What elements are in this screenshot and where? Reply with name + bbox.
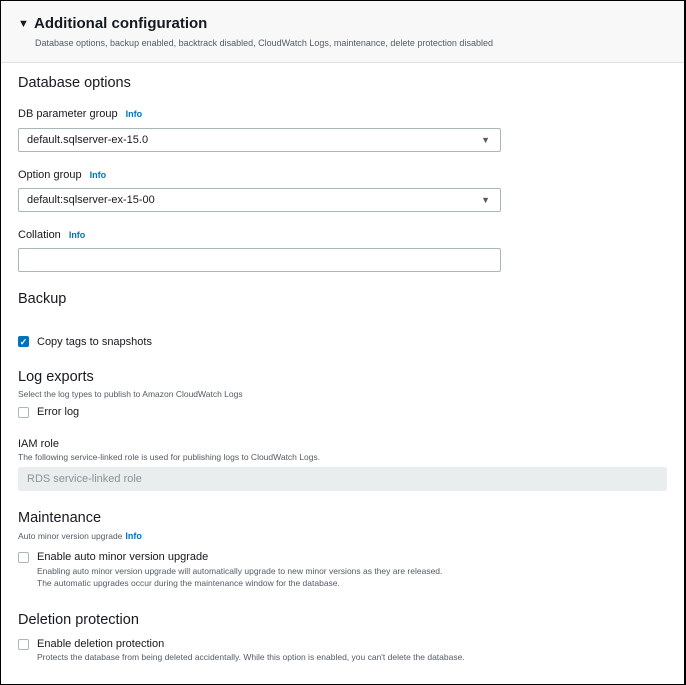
info-link[interactable]: Info — [89, 170, 107, 180]
auto-minor-upgrade-description: Enabling auto minor version upgrade will automatically upgrade to new minor versions as they are released. — [37, 566, 443, 576]
section-summary: Database options, backup enabled, backtrack disabled, CloudWatch Logs, maintenance, delete protection disabled — [35, 38, 493, 48]
info-link[interactable]: Info — [125, 109, 143, 119]
error-log-label[interactable]: Error log — [37, 406, 80, 418]
log-exports-description: Select the log types to publish to Amazon CloudWatch Logs — [18, 389, 243, 399]
backup-heading: Backup — [18, 291, 67, 307]
select-value: default.sqlserver-ex-15.0 — [27, 134, 149, 146]
iam-role-description: The following service-linked role is used for publishing logs to CloudWatch Logs. — [18, 452, 321, 462]
iam-role-label: IAM role — [18, 438, 59, 450]
log-exports-heading: Log exports — [18, 369, 94, 385]
auto-minor-upgrade-description-2: The automatic upgrades occur during the maintenance window for the database. — [37, 578, 340, 588]
label-text: DB parameter group — [18, 108, 118, 120]
info-link[interactable]: Info — [68, 230, 86, 240]
auto-minor-upgrade-option[interactable]: Enable auto minor version upgrade — [37, 551, 209, 563]
label-text: Option group — [18, 169, 82, 181]
label-text: Auto minor version upgrade — [18, 531, 123, 541]
section-title[interactable]: Additional configuration — [34, 15, 208, 32]
maintenance-heading: Maintenance — [18, 510, 102, 526]
copy-tags-label[interactable]: Copy tags to snapshots — [37, 336, 152, 348]
select-value: default:sqlserver-ex-15-00 — [27, 194, 155, 206]
info-link[interactable]: Info — [125, 531, 142, 541]
deletion-protection-description: Protects the database from being deleted accidentally. While this option is enabled, you can't delete the database. — [37, 652, 465, 662]
label-text: Collation — [18, 229, 61, 241]
database-options-heading: Database options — [18, 75, 131, 91]
caret-down-icon[interactable]: ▼ — [18, 18, 29, 30]
deletion-protection-label[interactable]: Enable deletion protection — [37, 638, 165, 650]
copy-tags-checkbox[interactable]: ✓ — [19, 337, 28, 347]
caret-down-icon: ▼ — [481, 195, 490, 205]
caret-down-icon: ▼ — [481, 135, 490, 145]
iam-role-field: RDS service-linked role — [18, 467, 667, 491]
deletion-protection-heading: Deletion protection — [18, 612, 139, 628]
